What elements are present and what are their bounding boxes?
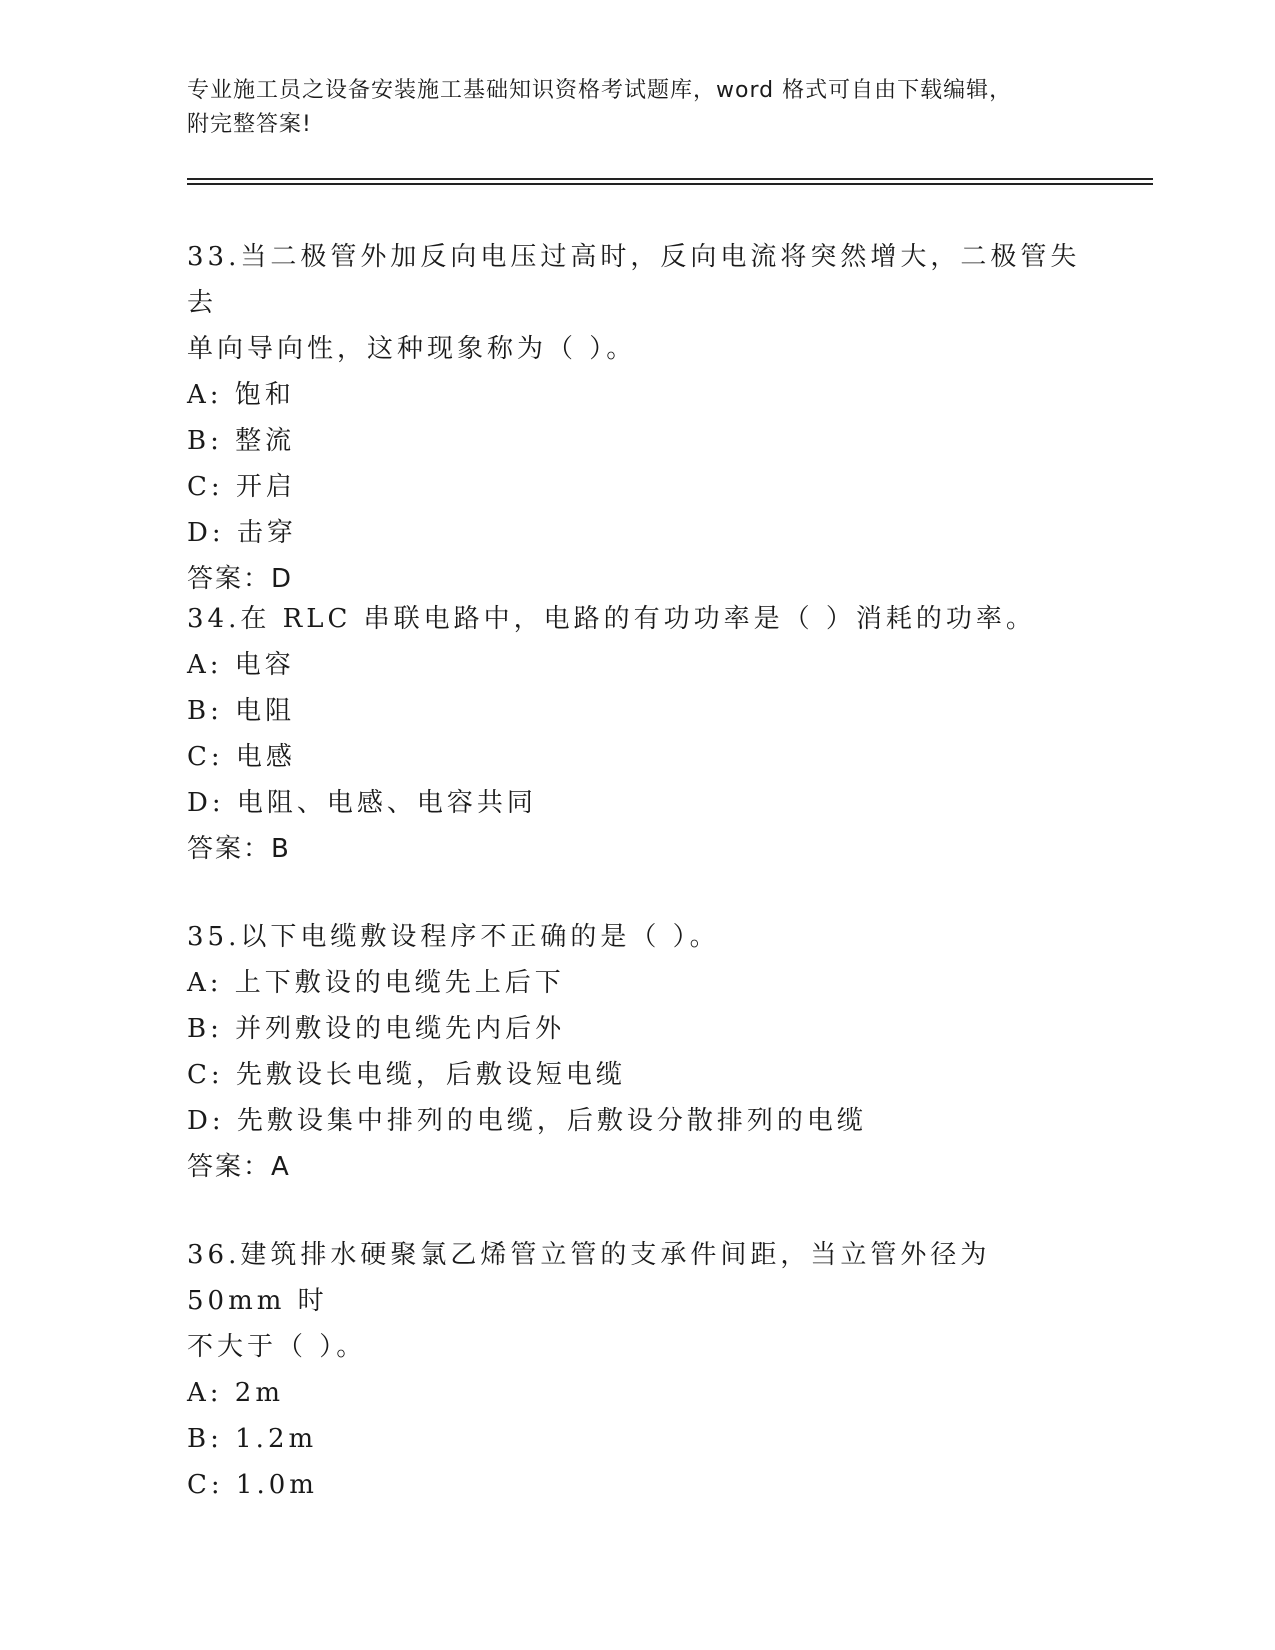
question-35 (187, 914, 1087, 1190)
question-stem-line: 不大于（ ）。 (187, 1332, 367, 1362)
header-divider-top (187, 178, 1153, 180)
option-d: D: 击穿 (187, 518, 297, 548)
question-36 (187, 1232, 1087, 1508)
option-b: B: 电阻 (187, 696, 296, 726)
option-a: A: 上下敷设的电缆先上后下 (187, 968, 565, 998)
option-c: C: 电感 (187, 742, 296, 772)
question-stem-line: 33.当二极管外加反向电压过高时，反向电流将突然增大，二极管失去 (187, 242, 1081, 318)
question-33 (187, 234, 1087, 602)
answer-line: 答案：D (187, 564, 294, 594)
option-b: B: 并列敷设的电缆先内后外 (187, 1014, 566, 1044)
question-stem-line: 36.建筑排水硬聚氯乙烯管立管的支承件间距，当立管外径为 50mm 时 (187, 1240, 991, 1316)
answer-line: 答案：A (187, 1152, 291, 1182)
option-d: D: 先敷设集中排列的电缆，后敷设分散排列的电缆 (187, 1106, 867, 1136)
option-b: B: 整流 (187, 426, 296, 456)
question-stem-line: 34.在 RLC 串联电路中，电路的有功功率是（ ）消耗的功率。 (187, 604, 1036, 634)
option-a: A: 饱和 (187, 380, 295, 410)
option-b: B: 1.2m (187, 1424, 318, 1454)
option-d: D: 电阻、电感、电容共同 (187, 788, 537, 818)
answer-line: 答案：B (187, 834, 291, 864)
header-line-2: 附完整答案! (187, 112, 312, 137)
option-c: C: 1.0m (187, 1470, 318, 1500)
header-line-1: 专业施工员之设备安装施工基础知识资格考试题库，word 格式可自由下载编辑， (187, 78, 1013, 103)
option-a: A: 电容 (187, 650, 295, 680)
question-stem-line: 35.以下电缆敷设程序不正确的是（ ）。 (187, 922, 720, 952)
question-stem-line: 单向导向性，这种现象称为（ ）。 (187, 334, 637, 364)
option-c: C: 先敷设长电缆，后敷设短电缆 (187, 1060, 626, 1090)
question-34 (187, 596, 1087, 872)
option-c: C: 开启 (187, 472, 296, 502)
header-divider-bottom (187, 183, 1153, 185)
document-header (187, 74, 1067, 142)
option-a: A: 2m (187, 1378, 284, 1408)
